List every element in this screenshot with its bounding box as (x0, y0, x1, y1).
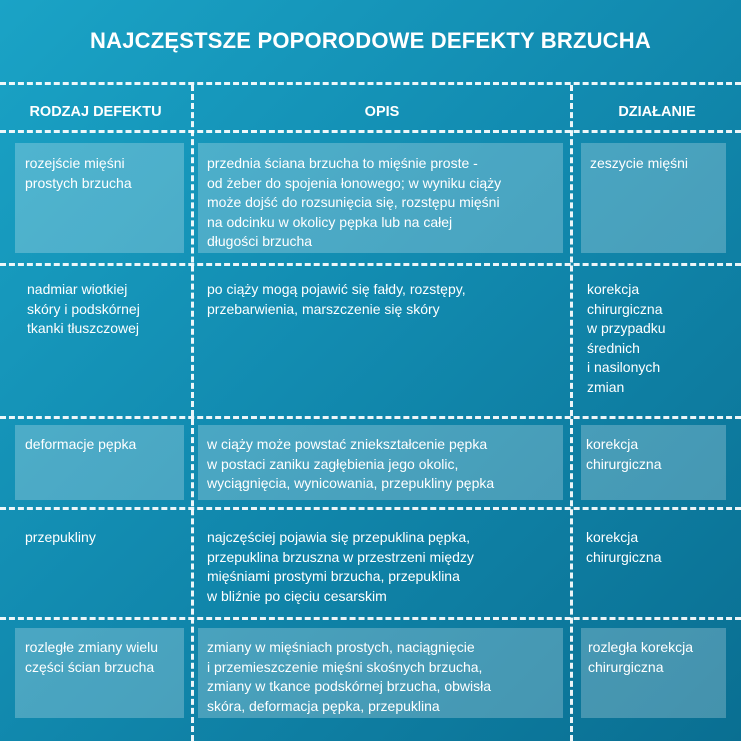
row-3-action: korekcja chirurgiczna (586, 436, 662, 472)
row-4-defect: przepukliny (25, 529, 96, 545)
separator-row-3 (0, 507, 741, 510)
row-2-action: korekcja chirurgiczna w przypadku średnich i nasilonych zmian (587, 281, 666, 395)
row-4-action: korekcja chirurgiczna (586, 529, 662, 565)
row-5-defect: rozległe zmiany wielu części ścian brzucha (25, 639, 159, 675)
row-3-description: w ciąży może powstać zniekształcenie pępka w postaci zaniku zagłębienia jego okolic, wyciągnięcia, wynicowania, przepukliny pępka (207, 436, 495, 491)
row-1-description: przednia ściana brzucha to mięśnie proste - od żeber do spojenia łonowego; w wyniku ciąży może dojść do rozsunięcia się, rozstępu mięśni na odcinku w okolicy pępka lub na całej długości brzucha (207, 155, 502, 249)
row-5-action: rozległa korekcja chirurgiczna (588, 639, 694, 675)
column-divider-2 (570, 85, 573, 741)
row-1-defect: rozejście mięśni prostych brzucha (25, 155, 132, 191)
column-divider-1 (191, 85, 194, 741)
header-action: DZIAŁANIE (618, 104, 696, 120)
separator-row-2 (0, 416, 741, 419)
header-defect-type: RODZAJ DEFEKTU (29, 104, 162, 120)
row-3-defect: deformacje pępka (25, 436, 137, 452)
separator-header-bottom (0, 130, 741, 133)
separator-row-1 (0, 263, 741, 266)
row-2-description: po ciąży mogą pojawić się fałdy, rozstępy, przebarwienia, marszczenie się skóry (207, 281, 466, 317)
row-4-description: najczęściej pojawia się przepuklina pępka, przepuklina brzuszna w przestrzeni między mięśniami prostymi brzucha, przepuklina w bliźnie po cięciu cesarskim (207, 529, 474, 604)
separator-row-4 (0, 617, 741, 620)
row-5-description: zmiany w mięśniach prostych, naciągnięcie i przemieszczenie mięśni skośnych brzucha, zmiany w tkance podskórnej brzucha, obwisła skóra, deformacja pępka, przepuklina (207, 639, 492, 714)
row-1-action: zeszycie mięśni (590, 155, 689, 171)
header-description: OPIS (364, 104, 400, 120)
row-2-defect: nadmiar wiotkiej skóry i podskórnej tkanki tłuszczowej (27, 281, 140, 336)
separator-header-top (0, 82, 741, 85)
infographic-title: NAJCZĘSTSZE POPORODOWE DEFEKTY BRZUCHA (90, 28, 651, 53)
